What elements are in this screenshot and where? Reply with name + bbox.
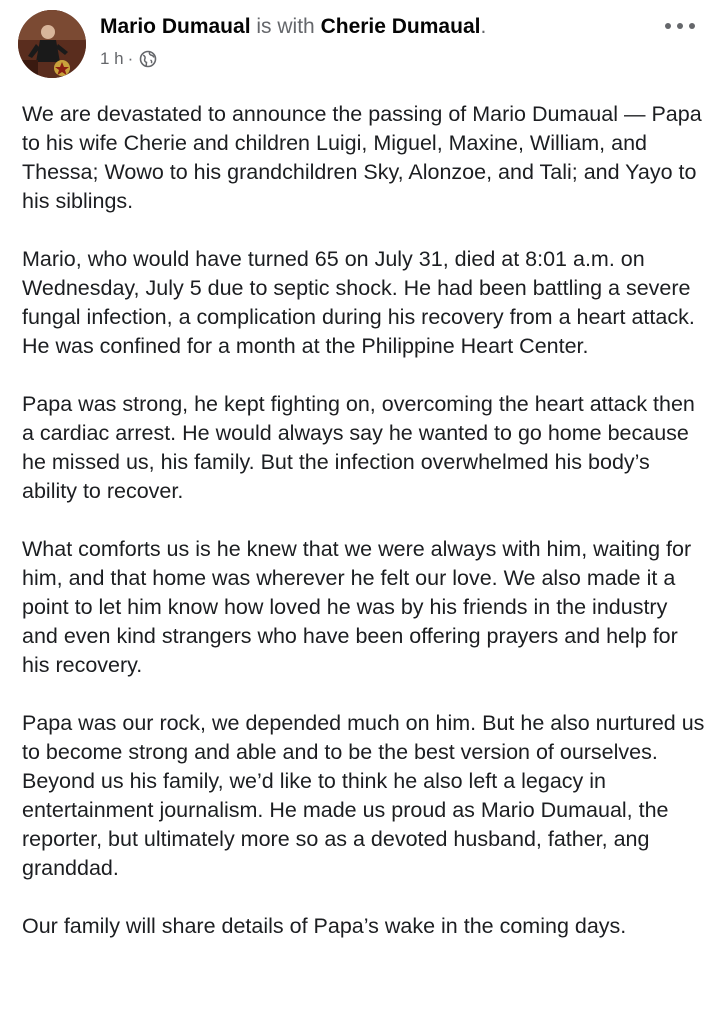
post-paragraph: Papa was our rock, we depended much on him. But he also nurtured us to become strong and able and to be the best version of ourselves. Beyond us his family, we’d like to think he also left a legacy in entertainment journalism. He made us proud as Mario Dumaual, the reporter, but ultimately more so as a devoted husband, father, ang granddad. <box>22 711 705 880</box>
avatar-photo <box>18 10 86 78</box>
post-paragraph: We are devastated to announce the passing of Mario Dumaual — Papa to his wife Cherie and children Luigi, Miguel, Maxine, William, and Thessa; Wowo to his grandchildren Sky, Alonzoe, and Tali; and Yayo to his siblings. <box>22 102 702 213</box>
post-paragraph: What comforts us is he knew that we were always with him, waiting for him, and that home was wherever he felt our love. We also made it a point to let him know how loved he was by his friends in the industry and even kind strangers who have been offering prayers and help for his recovery. <box>22 537 692 677</box>
more-options-button[interactable] <box>660 14 700 38</box>
post-paragraph: Papa was strong, he kept fighting on, overcoming the heart attack then a cardiac arrest. He would always say he wanted to go home because he missed us, his family. But the infection overwhelmed his body’s ability to recover. <box>22 392 695 503</box>
author-line <box>100 14 486 40</box>
tagged-person[interactable]: Cherie Dumaual <box>320 15 481 38</box>
globe-icon[interactable] <box>139 50 157 68</box>
post-timestamp[interactable]: 1 h <box>100 49 124 68</box>
post-body <box>22 100 707 970</box>
author-avatar[interactable] <box>18 10 86 78</box>
post-header <box>18 10 700 80</box>
author-name[interactable]: Mario Dumaual <box>100 15 251 38</box>
meta-separator: · <box>127 49 134 68</box>
with-text: is with <box>256 15 315 38</box>
post-paragraph: Mario, who would have turned 65 on July 31, died at 8:01 a.m. on Wednesday, July 5 due to septic shock. He had been battling a severe fungal infection, a complication during his recovery from a heart attack. He was confined for a month at the Philippine Heart Center. <box>22 247 695 358</box>
post-paragraph: Our family will share details of Papa’s wake in the coming days. <box>22 914 627 938</box>
more-options-icon <box>660 14 700 38</box>
tagged-suffix: . <box>480 15 487 38</box>
post-meta <box>100 48 157 70</box>
